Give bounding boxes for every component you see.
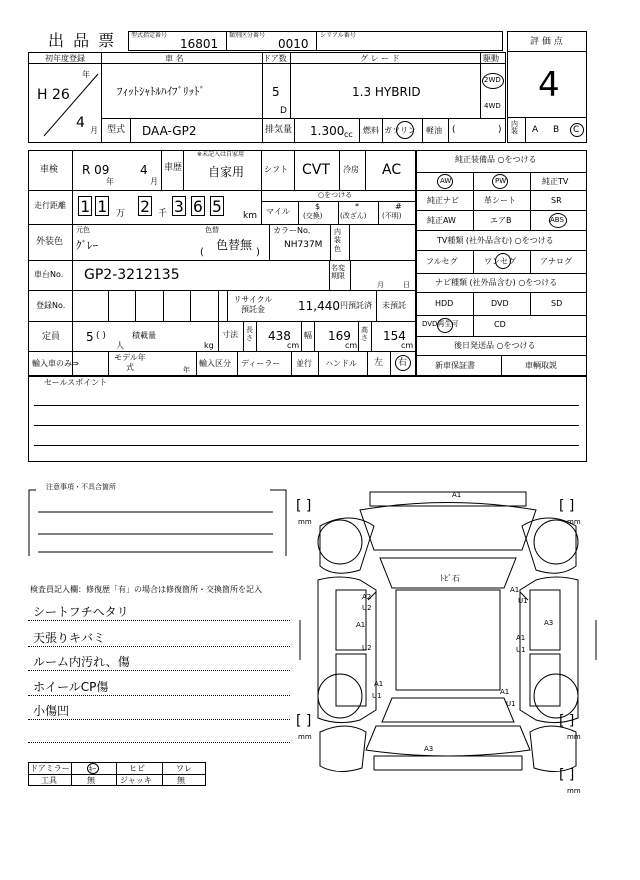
capacity-unit: 人 bbox=[116, 341, 124, 350]
equip-pw: PW bbox=[495, 177, 507, 185]
length-label: 長さ bbox=[246, 326, 253, 343]
jack-label: ジャッキ bbox=[120, 776, 152, 785]
mm-unit: mm bbox=[298, 733, 312, 741]
recycle-unit: 円預託済 bbox=[340, 301, 372, 310]
damage-label: A3 bbox=[424, 745, 434, 753]
model-value: DAA-GP2 bbox=[142, 124, 197, 138]
load-label: 積載量 bbox=[132, 331, 156, 340]
equip-genuine-aw: 純正AW bbox=[427, 216, 456, 225]
katashiki-value: 16801 bbox=[180, 37, 219, 51]
damage-label: A1 bbox=[510, 586, 520, 594]
star-label: * bbox=[355, 202, 359, 211]
equip-abs: ABS bbox=[550, 216, 564, 224]
katashiki-label: 型式指定番号 bbox=[131, 32, 168, 39]
sen-unit: 千 bbox=[158, 209, 168, 219]
cm-unit: cm bbox=[345, 341, 358, 350]
dims-label: 寸法 bbox=[222, 330, 238, 339]
tv-oneseg: ワンセグ bbox=[484, 257, 516, 266]
paren-open: ( bbox=[452, 125, 456, 135]
mm-unit: mm bbox=[567, 787, 581, 795]
chassis-label: 車台No. bbox=[34, 270, 64, 279]
damage-label: A1 bbox=[500, 688, 510, 696]
ruibetsu-label: 類別区分番号 bbox=[229, 32, 266, 39]
import-div-label: 輸入区分 bbox=[199, 359, 231, 368]
navi-head: ナビ種類 (社外品含む) ○をつける bbox=[435, 278, 558, 287]
damage-label: A1 bbox=[374, 680, 384, 688]
tools-value: 無 bbox=[87, 776, 95, 785]
grade-label: グ レ ー ド bbox=[360, 54, 400, 63]
km-unit: km bbox=[243, 211, 257, 221]
cm-unit: cm bbox=[287, 341, 300, 350]
tv-fullseg: フルセグ bbox=[426, 257, 458, 266]
paren-close: ) bbox=[498, 125, 502, 135]
mileage-label: 走行距離 bbox=[34, 201, 66, 210]
door-mirror-label: ドアミラー bbox=[30, 764, 70, 773]
shaken-month-unit: 月 bbox=[150, 177, 158, 186]
measure-bracket: [ ] bbox=[296, 498, 312, 514]
damage-label: U2 bbox=[362, 644, 372, 652]
shift-value: CVT bbox=[302, 162, 330, 178]
measure-bracket: [ ] bbox=[559, 767, 575, 783]
key-label: ｷｰ bbox=[89, 765, 96, 773]
damage-label: A1 bbox=[452, 491, 462, 499]
inspector-note: 検査員記入欄：修復歴「有」の場合は修復箇所・交換箇所を記入 bbox=[30, 585, 262, 594]
mileage-digit: 3 bbox=[172, 196, 186, 216]
mm-unit: mm bbox=[567, 518, 581, 526]
displacement-label: 排気量 bbox=[265, 125, 293, 135]
iro-gae-label: 色替 bbox=[205, 226, 219, 234]
recycle-label: リサイクル預託金 bbox=[233, 295, 273, 314]
tv-head: TV種類 (社外品含む) ○をつける bbox=[437, 236, 554, 245]
load-unit: kg bbox=[204, 341, 214, 350]
cm-unit: cm bbox=[401, 341, 414, 350]
equip-leather: 革シート bbox=[484, 196, 516, 205]
history-note: ※未記入は自家用 bbox=[197, 151, 245, 158]
equip-sr: SR bbox=[551, 196, 562, 205]
month-unit: 月 bbox=[90, 126, 98, 135]
tv-analog: アナログ bbox=[540, 257, 572, 266]
shaken-value: R 09 bbox=[82, 163, 110, 177]
damage-label: U1 bbox=[516, 646, 526, 654]
history-value: 自家用 bbox=[208, 165, 245, 179]
interior-a: A bbox=[532, 125, 539, 135]
equip-tv: 純正TV bbox=[542, 177, 569, 186]
damage-label: U1 bbox=[506, 700, 516, 708]
year-unit: 年 bbox=[82, 70, 90, 79]
car-name-value: ﾌｨｯﾄｼｬﾄﾙﾊｲﾌﾞﾘｯﾄﾞ bbox=[117, 85, 205, 98]
damage-label: ﾄﾋﾞ石 bbox=[440, 574, 460, 583]
damage-label: U1 bbox=[372, 692, 382, 700]
drive-label: 駆動 bbox=[483, 54, 499, 63]
width-value: 169 bbox=[328, 329, 351, 343]
doors-label: ドア数 bbox=[263, 54, 287, 63]
note-line: ホイールCP傷 bbox=[33, 680, 109, 694]
color-no-value: NH737M bbox=[284, 240, 323, 250]
shaken-year-unit: 年 bbox=[106, 177, 114, 186]
color-no-label: カラーNo. bbox=[273, 226, 311, 235]
shift-label: シフト bbox=[264, 165, 288, 174]
note-line: 小傷凹 bbox=[33, 704, 70, 718]
interior-b: B bbox=[553, 125, 560, 135]
note-line: シートフチヘタリ bbox=[33, 605, 129, 619]
mileage-digit: 2 bbox=[138, 196, 152, 216]
handle-label: ハンドル bbox=[325, 359, 357, 368]
star-sub: (改ざん) bbox=[340, 212, 367, 220]
damage-label: U1 bbox=[518, 597, 528, 605]
recycle-value: 11,440 bbox=[298, 299, 340, 313]
car-name-label: 車 名 bbox=[165, 54, 184, 63]
recycle-status: 未預託 bbox=[382, 301, 406, 310]
later-head: 後日発送品 ○をつける bbox=[454, 341, 536, 350]
notes-bracket bbox=[28, 480, 290, 558]
width-label: 幅 bbox=[304, 331, 312, 340]
navi-dvd-play: DVD再生可 bbox=[422, 320, 459, 328]
score-label: 評 価 点 bbox=[530, 37, 563, 47]
sheet-title: 出 品 票 bbox=[48, 31, 117, 50]
break-label: ワレ bbox=[176, 764, 192, 773]
navi-hdd: HDD bbox=[435, 299, 454, 308]
dollar-label: $ bbox=[315, 202, 321, 211]
light-oil-label: 軽油 bbox=[426, 126, 442, 135]
equipment-head: 純正装備品 ○をつける bbox=[455, 155, 537, 164]
moto-iro-label: 元色 bbox=[76, 226, 90, 234]
grade-value: 1.3 HYBRID bbox=[352, 85, 421, 99]
fuel-label: 燃料 bbox=[363, 126, 379, 135]
model-year-label: モデル年式 bbox=[114, 353, 146, 372]
sales-point-box bbox=[28, 376, 587, 462]
capacity-label: 定員 bbox=[42, 332, 61, 342]
damage-label: A1 bbox=[356, 621, 366, 629]
damage-label: A2 bbox=[362, 593, 372, 601]
damage-label: A1 bbox=[516, 634, 526, 642]
mileage-digit: 6 bbox=[191, 196, 205, 216]
equip-aw: AW bbox=[440, 177, 452, 185]
right-label: 右 bbox=[398, 358, 408, 368]
mile-label: マイル bbox=[266, 207, 290, 216]
doors-type: D bbox=[280, 106, 287, 116]
height-value: 154 bbox=[383, 329, 406, 343]
mm-unit: mm bbox=[298, 518, 312, 526]
mile-head: ○をつける bbox=[318, 191, 353, 199]
left-label: 左 bbox=[374, 358, 384, 368]
interior-color-label: 内装色 bbox=[334, 228, 341, 253]
drive-4wd: 4WD bbox=[484, 102, 501, 110]
equip-navi: 純正ナビ bbox=[427, 196, 459, 205]
measure-bracket: [ ] bbox=[559, 498, 575, 514]
navi-cd: CD bbox=[494, 320, 506, 329]
man-unit: 万 bbox=[116, 209, 126, 219]
color-value: ｸﾞﾚｰ bbox=[76, 239, 98, 252]
chassis-value: GP2-3212135 bbox=[84, 267, 180, 283]
reg-label: 登録No. bbox=[36, 301, 66, 310]
mileage-digit: 1 bbox=[78, 196, 92, 216]
first-reg-year: H 26 bbox=[37, 87, 70, 103]
hash-sub: (不明) bbox=[382, 212, 402, 220]
length-value: 438 bbox=[268, 329, 291, 343]
repaint-value: 色替無 bbox=[216, 238, 253, 252]
first-reg-label: 初年度登録 bbox=[45, 54, 85, 63]
crack-label: ヒビ bbox=[129, 764, 145, 773]
displacement-unit: cc bbox=[344, 130, 353, 139]
sales-point-label: セールスポイント bbox=[44, 378, 108, 387]
ac-value: AC bbox=[382, 162, 402, 178]
mileage-digit: 5 bbox=[210, 196, 224, 216]
note-line: 天張りキバミ bbox=[33, 631, 106, 645]
damage-label: U2 bbox=[362, 604, 372, 612]
mm-unit: mm bbox=[567, 733, 581, 741]
parallel-label: 並行 bbox=[296, 359, 312, 368]
height-label: 高さ bbox=[361, 326, 368, 343]
shaken-label: 車検 bbox=[40, 165, 59, 175]
equip-airbag: エアB bbox=[490, 216, 512, 225]
color-label: 外装色 bbox=[36, 237, 64, 247]
measure-bracket: [ ] bbox=[559, 713, 575, 729]
displacement-value: 1.300 bbox=[310, 124, 345, 138]
note-line: ルーム内汚れ、傷 bbox=[33, 655, 130, 669]
navi-sd: SD bbox=[551, 299, 563, 308]
score-value: 4 bbox=[538, 65, 560, 105]
interior-label: 内装 bbox=[511, 120, 518, 135]
measure-bracket: [ ] bbox=[296, 713, 312, 729]
capacity-value: 5 bbox=[86, 330, 94, 344]
later-warranty: 新車保証書 bbox=[435, 361, 475, 370]
later-manual: 車輌取説 bbox=[525, 361, 557, 370]
navi-dvd: DVD bbox=[491, 299, 509, 308]
fuel-value: ガソリン bbox=[384, 126, 416, 135]
jack-value: 無 bbox=[177, 776, 185, 785]
hash-label: # bbox=[395, 202, 402, 211]
import-label: 輸入車のみ⇒ bbox=[32, 359, 79, 368]
doors-value: 5 bbox=[272, 85, 280, 99]
serial-label: シリアル番号 bbox=[320, 32, 356, 39]
history-label: 車歴 bbox=[164, 163, 183, 173]
ruibetsu-value: 0010 bbox=[278, 37, 309, 51]
dollar-sub: (交換) bbox=[303, 212, 323, 220]
drive-2wd: 2WD bbox=[484, 76, 501, 84]
mileage-digit: 1 bbox=[95, 196, 109, 216]
notes-label: 注意事項・不具合箇所 bbox=[46, 483, 116, 491]
tools-label: 工具 bbox=[41, 776, 57, 785]
first-reg-month: 4 bbox=[76, 115, 85, 131]
ac-label: 冷房 bbox=[343, 165, 359, 174]
damage-label: A3 bbox=[544, 619, 554, 627]
shaken-month: 4 bbox=[140, 163, 148, 177]
dealer-label: ディーラー bbox=[241, 359, 281, 368]
interior-c: C bbox=[573, 125, 580, 135]
title-change-label: 名変期限 bbox=[331, 264, 345, 281]
model-label: 型式 bbox=[107, 125, 126, 135]
